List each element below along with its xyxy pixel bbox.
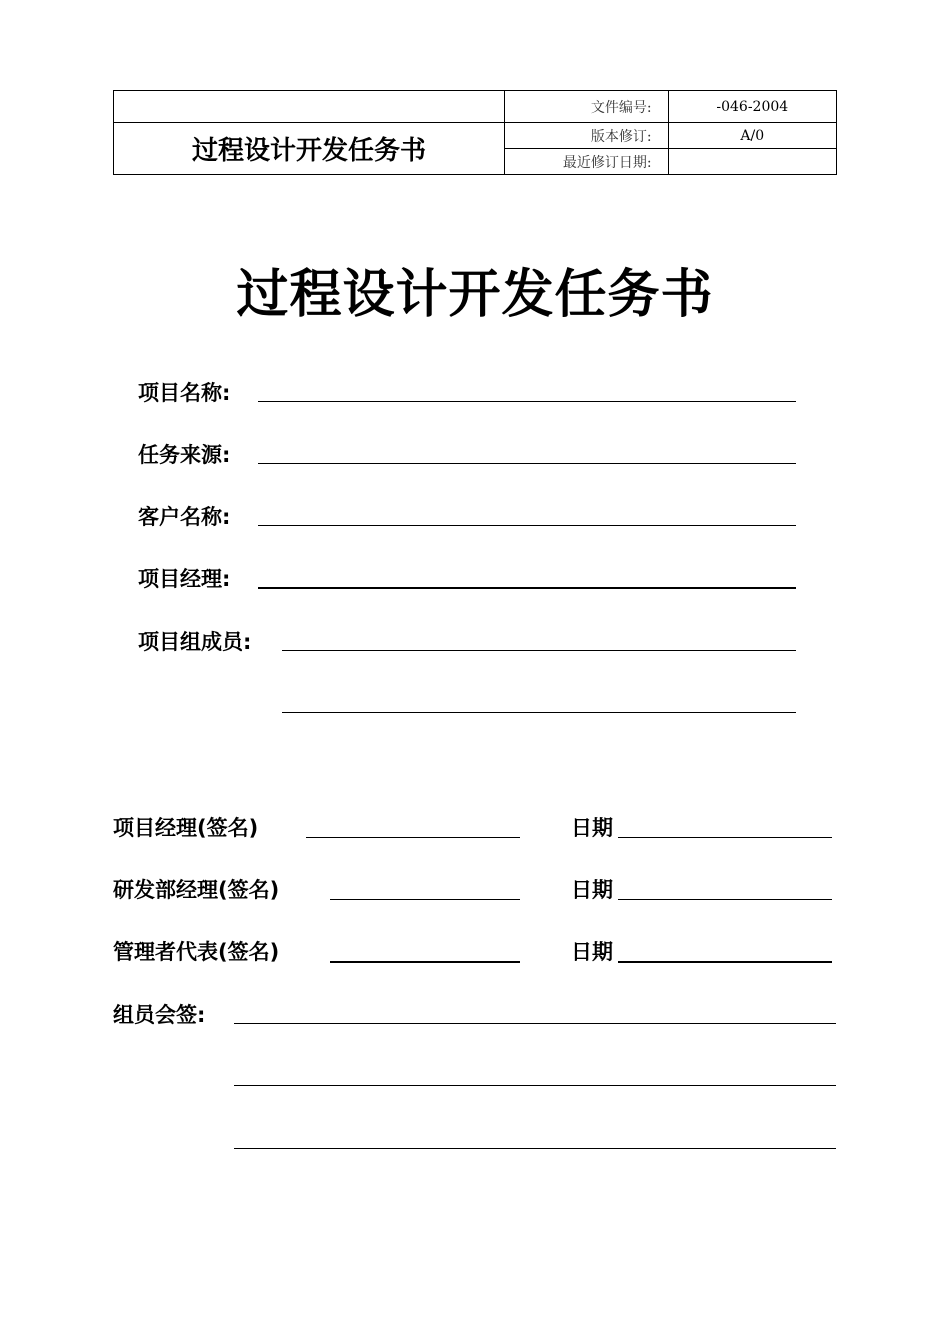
- header-doc-title: 过程设计开发任务书: [114, 123, 505, 175]
- version-label: 版本修订:: [505, 123, 669, 149]
- mgmt-date-label: 日期: [571, 940, 613, 964]
- pm-date-line: [618, 837, 832, 838]
- client-name-label: 客户名称:: [138, 505, 231, 529]
- file-number-value: -046-2004: [668, 91, 836, 123]
- team-countersign-line-1: [234, 1023, 836, 1024]
- revision-date-label: 最近修订日期:: [505, 149, 669, 175]
- mgmt-rep-sign-label: 管理者代表(签名): [113, 940, 280, 964]
- page-title: 过程设计开发任务书: [236, 264, 714, 325]
- rd-manager-sign-label: 研发部经理(签名): [113, 878, 280, 902]
- task-source-label: 任务来源:: [138, 443, 231, 467]
- client-name-line: [258, 525, 796, 526]
- team-members-label: 项目组成员:: [138, 630, 252, 654]
- rd-date-label: 日期: [571, 878, 613, 902]
- team-members-line-1: [282, 650, 796, 651]
- team-countersign-label: 组员会签:: [113, 1003, 206, 1027]
- pm-date-label: 日期: [571, 816, 613, 840]
- project-manager-line: [258, 587, 796, 589]
- rd-manager-sign-line: [330, 899, 520, 900]
- team-countersign-line-3: [234, 1148, 836, 1149]
- version-value: A/0: [668, 123, 836, 149]
- team-members-line-2: [282, 712, 796, 713]
- project-name-label: 项目名称:: [138, 381, 231, 405]
- pm-sign-label: 项目经理(签名): [113, 816, 259, 840]
- team-countersign-line-2: [234, 1085, 836, 1086]
- project-name-line: [258, 401, 796, 402]
- task-source-line: [258, 463, 796, 464]
- revision-date-value: [668, 149, 836, 175]
- mgmt-rep-sign-line: [330, 961, 520, 963]
- mgmt-date-line: [618, 961, 832, 963]
- project-manager-label: 项目经理:: [138, 567, 231, 591]
- document-header-table: [113, 90, 837, 175]
- header-title-blank-cell: [114, 91, 505, 123]
- rd-date-line: [618, 899, 832, 900]
- pm-sign-line: [306, 837, 520, 838]
- file-number-label: 文件编号:: [505, 91, 669, 123]
